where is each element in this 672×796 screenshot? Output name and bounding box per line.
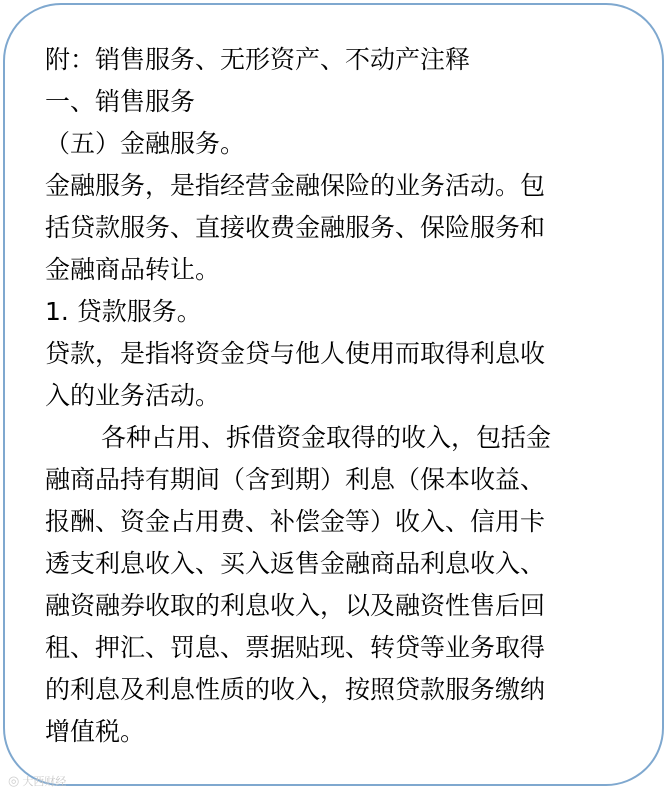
paragraph-line: 融商品持有期间（含到期）利息（保本收益、 xyxy=(45,465,546,494)
paragraph-line: 金融商品转让。 xyxy=(45,255,221,284)
paragraph-line: 报酬、资金占用费、补偿金等）收入、信用卡 xyxy=(45,507,546,536)
watermark xyxy=(8,773,66,789)
paragraph-line: 贷款，是指将资金贷与他人使用而取得利息收 xyxy=(45,339,546,368)
subsection-title: （五）金融服务。 xyxy=(45,129,246,158)
section-title: 一、销售服务 xyxy=(45,87,196,116)
paragraph-line: 增值税。 xyxy=(45,717,146,746)
item-title: 1. 贷款服务。 xyxy=(45,297,202,326)
paragraph-line: 租、押汇、罚息、票据贴现、转贷等业务取得 xyxy=(45,633,546,662)
document-body xyxy=(45,39,635,753)
paragraph-line: 的利息及利息性质的收入，按照贷款服务缴纳 xyxy=(45,675,546,704)
paragraph-line: 透支利息收入、买入返售金融商品利息收入、 xyxy=(45,549,546,578)
paragraph-line-indented: 各种占用、拆借资金取得的收入，包括金 xyxy=(101,423,552,452)
watermark-text: 大西财经 xyxy=(22,775,67,788)
paragraph-line: 金融服务，是指经营金融保险的业务活动。包 xyxy=(45,171,546,200)
paragraph-line: 括贷款服务、直接收费金融服务、保险服务和 xyxy=(45,213,546,242)
camera-icon: ◎ xyxy=(8,773,20,789)
paragraph-line: 融资融券收取的利息收入，以及融资性售后回 xyxy=(45,591,546,620)
paragraph-line: 入的业务活动。 xyxy=(45,381,221,410)
doc-heading: 附：销售服务、无形资产、不动产注释 xyxy=(45,45,471,74)
